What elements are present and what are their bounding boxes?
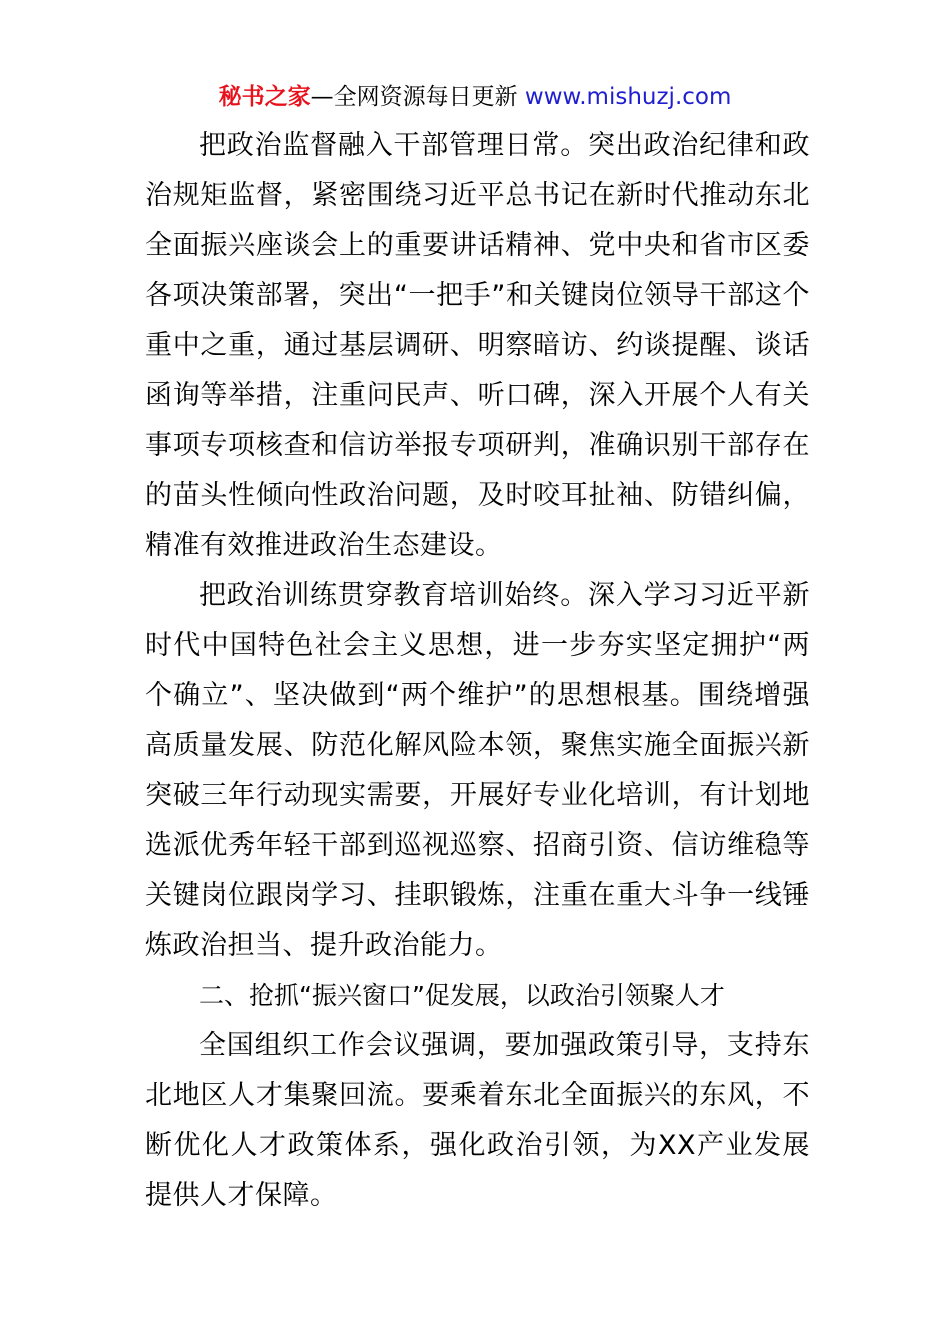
site-brand: 秘书之家 xyxy=(218,84,311,110)
site-tagline: —全网资源每日更新 xyxy=(310,84,525,110)
paragraph-talent-policy: 全国组织工作会议强调，要加强政策引导，支持东北地区人才集聚回流。要乘着东北全面振兴的东风，不断优化人才政策体系，强化政治引领，为XX产业发展提供人才保障。 xyxy=(145,1030,810,1211)
section-heading: 二、抢抓“振兴窗口”促发展，以政治引领聚人才 xyxy=(199,981,725,1010)
paragraph-political-training: 把政治训练贯穿教育培训始终。深入学习习近平新时代中国特色社会主义思想，进一步夯实坚定拥护“两个确立”、坚决做到“两个维护”的思想根基。围绕增强高质量发展、防范化解风险本领，聚焦实施全面振兴新突破三年行动现实需要，开展好专业化培训，有计划地选派优秀年轻干部到巡视巡察、招商引资、信访维稳等关键岗位跟岗学习、挂职锻炼，注重在重大斗争一线锤炼政治担当、提升政治能力。 xyxy=(145,580,810,961)
page-header xyxy=(0,80,950,114)
document-body xyxy=(145,121,810,1221)
site-url-link[interactable]: www.mishuzj.com xyxy=(524,84,732,110)
paragraph-political-supervision: 把政治监督融入干部管理日常。突出政治纪律和政治规矩监督，紧密围绕习近平总书记在新时代推动东北全面振兴座谈会上的重要讲话精神、党中央和省市区委各项决策部署，突出“一把手”和关键岗位领导干部这个重中之重，通过基层调研、明察暗访、约谈提醒、谈话函询等举措，注重问民声、听口碑，深入开展个人有关事项专项核查和信访举报专项研判，准确识别干部存在的苗头性倾向性政治问题，及时咬耳扯袖、防错纠偏，精准有效推进政治生态建设。 xyxy=(145,130,810,561)
